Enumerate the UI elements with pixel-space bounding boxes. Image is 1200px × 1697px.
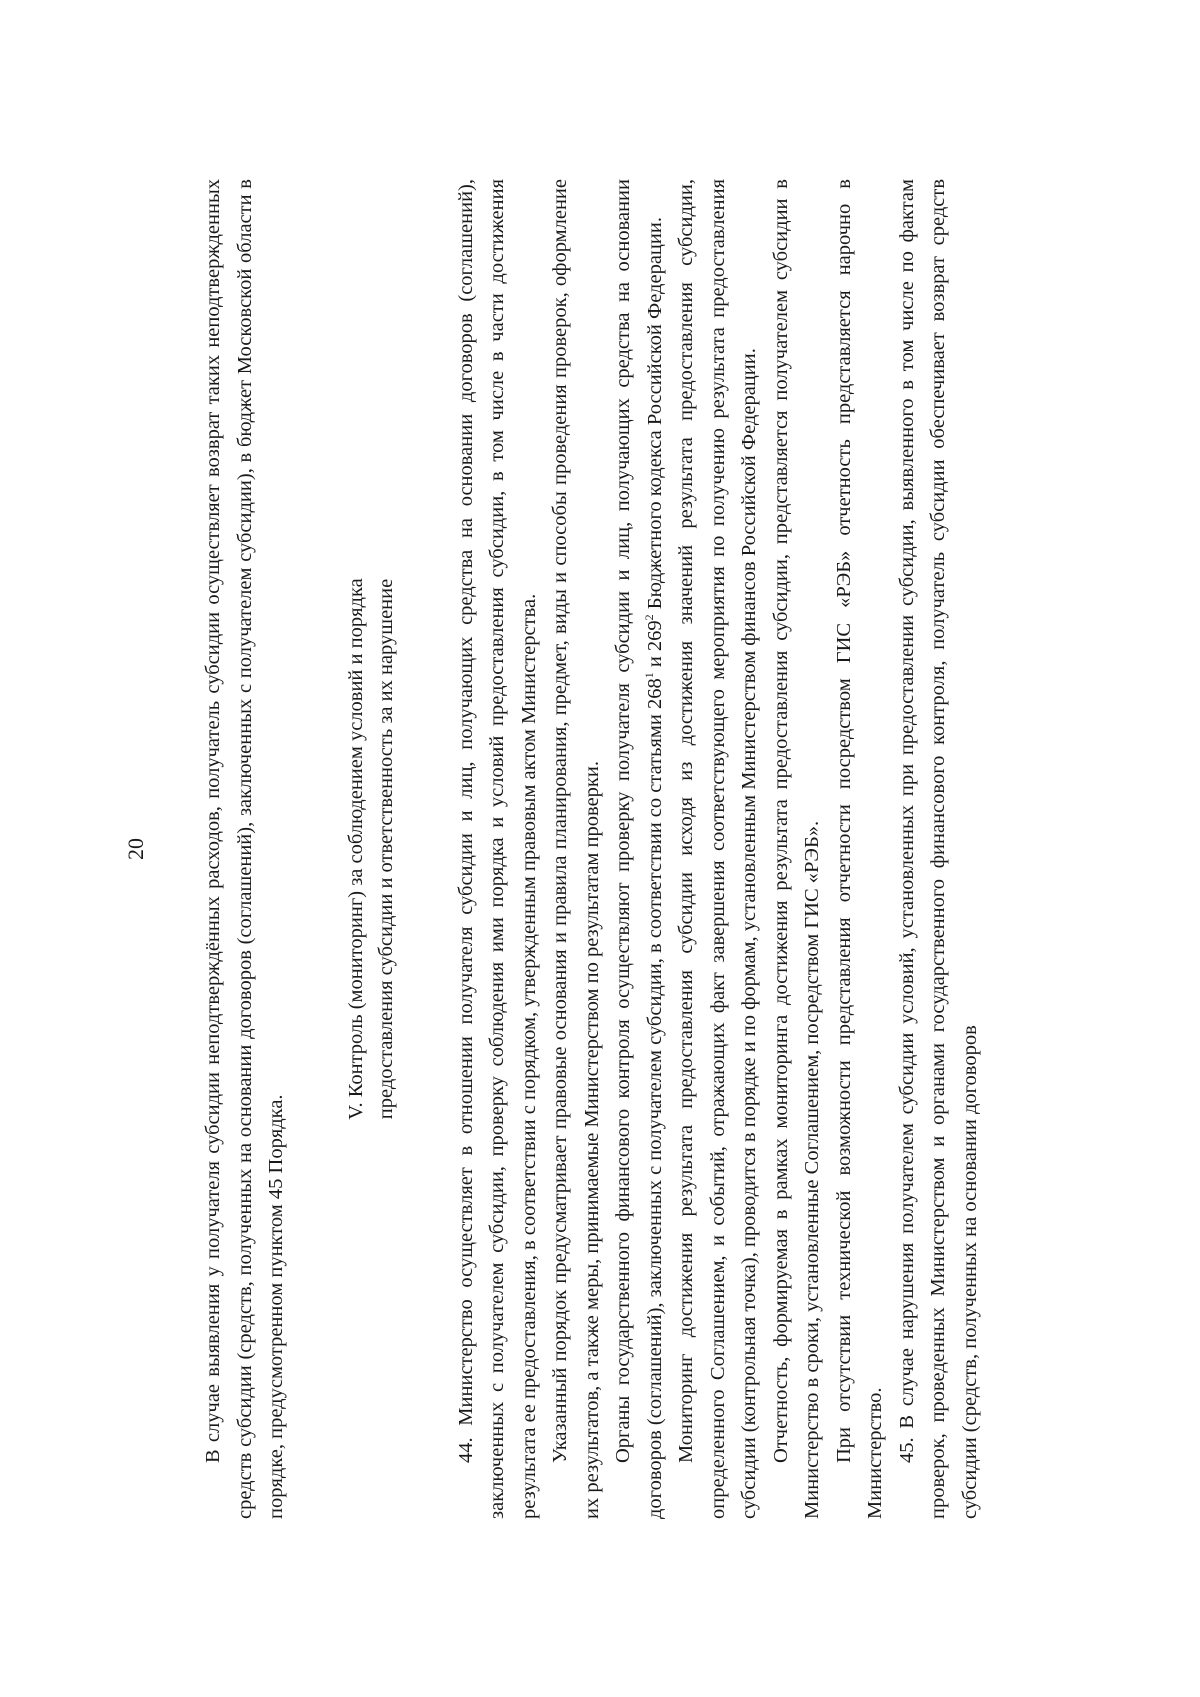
paragraph-no-tech-capability: При отсутствии технической возможности представления отчетности посредством ГИС «РЭБ» отчетность представляется нарочно в Министерство. — [832, 178, 886, 1519]
section-heading — [341, 179, 401, 1519]
paragraph-44: 44. Министерство осуществляет в отношении получателя субсидии и лиц, получающих средства на основании договоров (соглашений), заключенных с получателем субсидии, проверку соблюдения ими порядка и условий предоставления субсидии, в том числе в части достижения результата ее предоставления, в соответствии с порядком, утвержденным правовым актом Министерства. — [454, 178, 540, 1519]
section-heading-line-2: предоставления субсидии и ответственность за их нарушение — [374, 578, 397, 1119]
footnote-sup-2: 2 — [641, 613, 656, 620]
paragraph-45: 45. В случае нарушения получателем субсидии условий, установленных при предоставлении субсидии, выявленного в том числе по фактам проверок, проведенных Министерством и органами государственного финансового контроля, получатель субсидии обеспечивает возврат средств субсидии (средств, полученных на основании договоров — [895, 178, 981, 1519]
document-body — [198, 179, 986, 1519]
financial-control-text-1: Органы государственного финансового контроля осуществляют проверку получателя субсидии и лиц, получающих средства на основании договоров (соглашений), заключенных с получателем субсидии, в соответствии со статьями 268 — [612, 178, 666, 1519]
paragraph-reporting: Отчетность, формируемая в рамках мониторинга достижения результата предоставления субсидии, представляется получателем субсидии в Министерство в сроки, установленные Соглашением, посредством ГИС «РЭБ». — [769, 178, 823, 1519]
financial-control-text-2: и 269 — [643, 619, 666, 672]
rotated-page-content — [80, 124, 1120, 1574]
page-number: 20 — [123, 837, 148, 860]
paragraph-monitoring: Мониторинг достижения результата предоставления субсидии исходя из достижения значений результата предоставления субсидии, определенного Соглашением, и событий, отражающих факт завершения соответствующего мероприятия по получению результата предоставления субсидии (контрольная точка), проводится в порядке и по формам, установленным Министерством финансов Российской Федерации. — [675, 178, 760, 1519]
financial-control-text-3: Бюджетного кодекса Российской Федерации. — [643, 216, 666, 614]
paragraph-refund-unconfirmed: В случае выявления у получателя субсидии неподтверждённых расходов, получатель субсидии осуществляет возврат таких неподтвержденных средств субсидии (средств, полученных на основании договоров (соглашений), заключенных с получателем субсидии), в бюджет Московской области в порядке, предусмотренном пунктом 45 Порядка. — [202, 178, 287, 1519]
section-heading-line-1: V. Контроль (мониторинг) за соблюдением условий и порядка — [344, 577, 367, 1120]
footnote-sup-1: 1 — [641, 671, 656, 678]
page-content — [80, 124, 1120, 1574]
paragraph-inspection-procedure: Указанный порядок предусматривает правовые основания и правила планирования, предмет, виды и способы проведения проверок, оформление их результатов, а также меры, принимаемые Министерством по результатам проверки. — [549, 178, 603, 1519]
paragraph-financial-control — [608, 179, 671, 1519]
